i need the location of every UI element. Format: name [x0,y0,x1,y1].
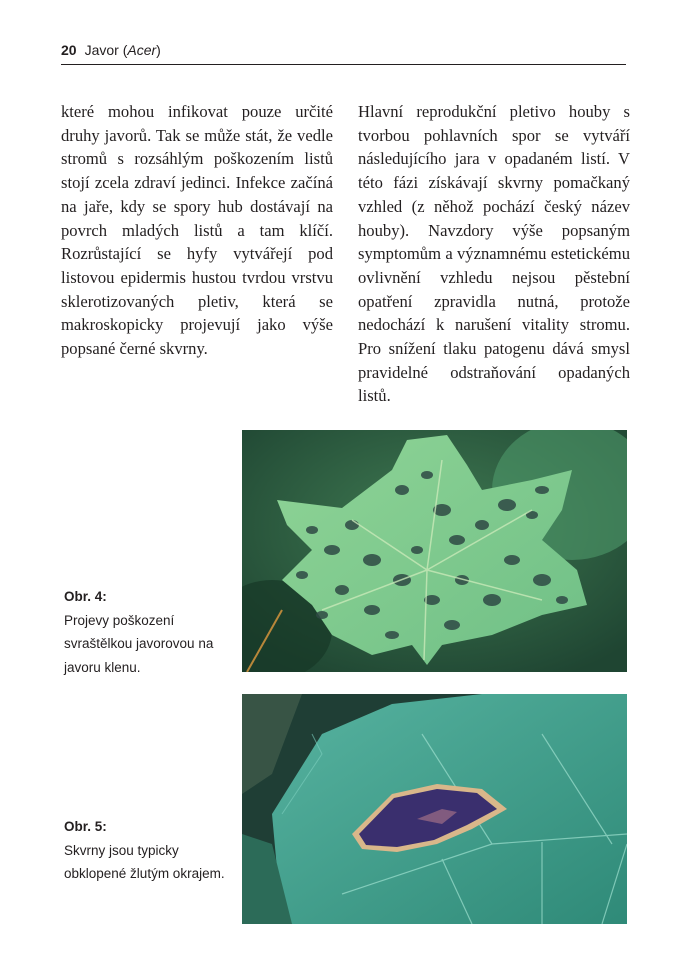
figure-5-caption [64,815,234,886]
body-text-left-column: které mohou infikovat pouze určité druhy javorů. Tak se může stát, že vedle stromů s rozsáhlým poškozením listů stojí zcela zdraví jedinci. Infekce začíná na jaře, kdy se spory hub dostávají na povrch mladých listů a tam klíčí. Rozrůstající se hyfy vytvářejí pod listovou epidermis hustou tvrdou vrstvu sklerotizovaných pletiv, která se makroskopicky projevují jako výše popsané černé skvrny. [61,102,333,359]
body-text-right-column: Hlavní reprodukční pletivo houby s tvorbou pohlavních spor se vytváří následujícího jara v opadaném listí. V této fázi získávají skvrny pomačkaný vzhled (z něhož pochází český název houby). Navzdory výše popsaným symptomům a významnému estetickému ovlivnění vzhledu nejsou pěstební opatření zpravidla nutná, protože nedochází k narušení vitality stromu. Pro snížení tlaku patogenu dává smysl pravidelné odstraňování opadaných listů. [358,102,630,406]
figure-4-photo [242,430,627,672]
page-header [61,42,626,65]
maple-leaf-tar-spot-image [242,430,627,672]
figure-4-caption-text: Projevy poškození svraštělkou javorovou na javoru klenu. [64,612,214,675]
figure-5-caption-text: Skvrny jsou typicky obklopené žlutým okrajem. [64,842,225,881]
figure-4-caption [64,585,234,679]
running-title: Javor (Acer) [84,42,161,58]
maple-leaf-blotch-image [242,694,627,924]
figure-5-label: Obr. 5: [64,819,107,834]
figure-4-label: Obr. 4: [64,589,107,604]
figure-5-photo [242,694,627,924]
page-number: 20 [61,42,77,58]
